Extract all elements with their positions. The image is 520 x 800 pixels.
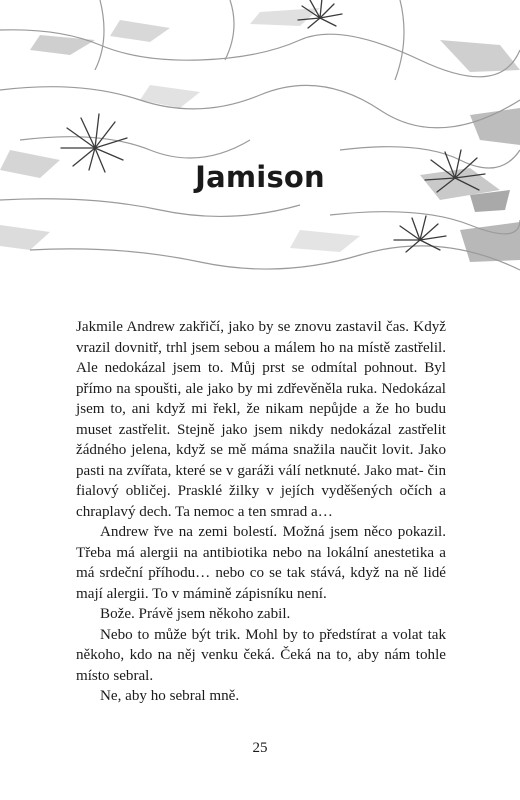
text-line: Jakmile Andrew zakřičí, jako by se znovu zastavil čas. Když [76,319,446,335]
text-line: Ne, aby ho sebral mně. [100,688,240,704]
paragraph [76,625,446,687]
text-line: lidé mají alergii. To v mámině zápisníku není. [76,565,447,602]
chapter-title: Jamison [195,160,325,194]
text-line: Bože. Právě jsem někoho zabil. [100,606,291,622]
text-line: a chraplavý dech. Ta nemoc a ten smrad a… [76,483,446,520]
text-line: muset zastřelit. Stejně jako jsem nikdy nedokázal zastřelit [76,421,446,438]
text-line: přímo na spoušti, ale jako by mi zdřevěněla ruka. Nedokázal [76,380,446,397]
text-line: Ale nedokázal jsem to. Můj prst se odmítal pohnout. Byl [76,360,446,376]
page-number: 25 [252,740,268,756]
text-line: jsem to, ani když mi řekl, že nikam nepůjde a že ho budu [76,401,446,417]
text-line: žádného jelena, když se mě máma snažila naučit lovit. Jako [76,442,446,458]
paragraph [76,522,446,604]
text-line: Třeba má alergii na antibiotika nebo na lokální anestetika [76,544,435,561]
text-line: čin fialový obličej. Prasklé žilky v jejích vyděšených očích [76,462,446,499]
text-line: pasti na zvířata, které se v garáži válí netknuté. Jako mat- [76,462,424,479]
text-line: Andrew řve na zemi bolestí. Možná jsem něco pokazil. [100,524,446,540]
text-line: Nebo to může být trik. Mohl by to předstírat a volat [100,626,423,643]
paragraph [76,604,446,625]
text-line: vrazil dovnitř, trhl jsem sebou a málem ho na místě zastřelil. [76,339,446,356]
text-line: tak někoho, kdo na něj venku čeká. Čeká na to, aby nám [76,626,447,663]
text-line: tohle místo sebral. [76,647,446,684]
chapter-body [76,317,446,707]
paragraph [76,686,446,707]
paragraph [76,317,446,522]
text-line: a má srdeční příhodu… nebo co se tak stává, když na ně [76,544,446,581]
cracked-ice-illustration [0,0,520,300]
